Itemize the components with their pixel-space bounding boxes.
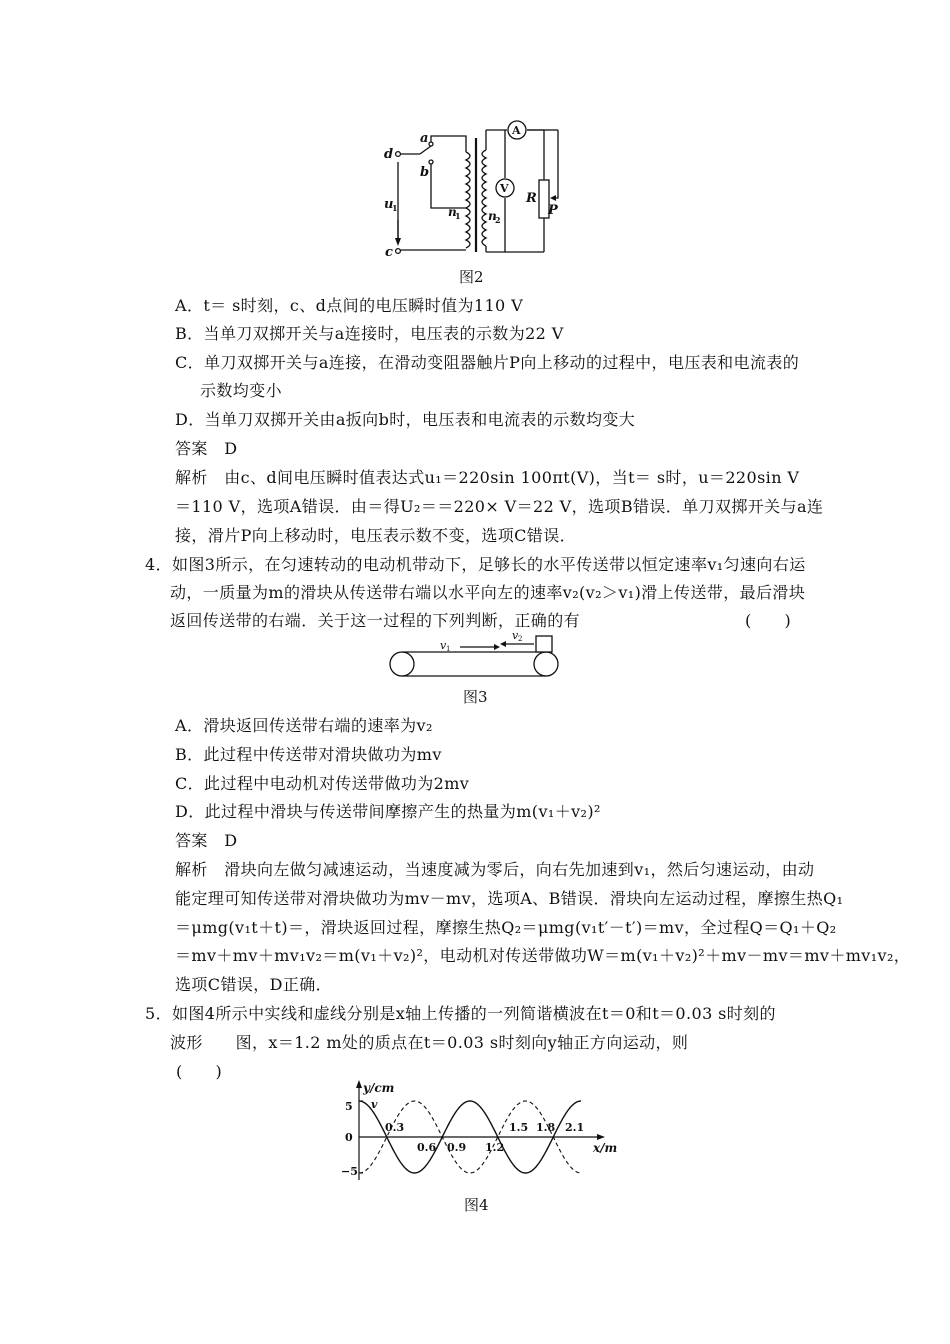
x-tick-label-1.5: 1.5 <box>509 1121 529 1134</box>
q3-analysis-line-1: 解析 由c、d间电压瞬时值表达式u₁＝220sin 100πt(V)，当t＝ s时，u＝220sin V <box>175 468 800 487</box>
q5-answer-bracket: ( ) <box>176 1062 223 1081</box>
label-c: c <box>385 245 393 260</box>
q4-stem-line-1: 4．如图3所示，在匀速转动的电动机带动下，足够长的水平传送带以恒定速率v₁匀速向右运 <box>145 555 806 574</box>
q5-stem-line-1: 5．如图4所示中实线和虚线分别是x轴上传播的一列简谐横波在t＝0和t＝0.03 s时刻的 <box>145 1004 776 1023</box>
fig3-label-v1-sub: 1 <box>446 645 451 653</box>
figure-4-wave-chart <box>335 1080 625 1190</box>
y-tick-label-neg5: −5 <box>341 1165 358 1178</box>
label-b: b <box>420 165 430 180</box>
q3-option-c: C．单刀双掷开关与a连接，在滑动变阻器触片P向上移动的过程中，电压表和电流表的 <box>175 353 800 372</box>
fig3-label-v1: v <box>440 639 447 652</box>
q3-option-c-cont: 示数均变小 <box>200 381 283 400</box>
q4-stem-line-2: 动，一质量为m的滑块从传送带右端以水平向左的速率v₂(v₂＞v₁)滑上传送带，最后滑块 <box>170 583 806 602</box>
label-u1-sub: 1 <box>392 203 398 213</box>
x-tick-label-0.9: 0.9 <box>447 1141 467 1154</box>
label-n1-sub: 1 <box>455 211 461 221</box>
q3-option-d: D．当单刀双掷开关由a扳向b时，电压表和电流表的示数均变大 <box>175 410 636 429</box>
figure-3-conveyor <box>388 630 563 682</box>
q3-analysis-line-3: 接，滑片P向上移动时，电压表示数不变，选项C错误． <box>175 526 577 545</box>
q4-option-c: C．此过程中电动机对传送带做功为2mv <box>175 774 470 793</box>
q4-answer-bracket: ( ) <box>745 611 792 630</box>
x-tick-label-2.1: 2.1 <box>565 1121 585 1134</box>
x-tick-label-1.2: 1.2 <box>485 1141 505 1154</box>
q4-option-b: B．此过程中传送带对滑块做功为mv <box>175 745 442 764</box>
q4-stem-line-3: 返回传送带的右端．关于这一过程的下列判断，正确的有 <box>170 611 581 630</box>
x-tick-label-1.8: 1.8 <box>536 1121 556 1134</box>
fig3-label-v2-sub: 2 <box>518 635 523 643</box>
q4-option-d: D．此过程中滑块与传送带间摩擦产生的热量为m(v₁＋v₂)² <box>175 802 601 821</box>
label-n2: n <box>488 209 497 223</box>
q3-option-b: B．当单刀双掷开关与a连接时，电压表的示数为22 V <box>175 324 564 343</box>
figure-3-caption: 图3 <box>463 688 488 706</box>
q3-option-a: A．t＝ s时刻，c、d点间的电压瞬时值为110 V <box>175 296 524 315</box>
x-axis-label: x/m <box>593 1141 618 1155</box>
label-u1: u <box>384 197 394 212</box>
y-tick-label-5: 5 <box>345 1100 353 1113</box>
figure-2-caption: 图2 <box>459 268 484 286</box>
q4-option-a: A．滑块返回传送带右端的速率为v₂ <box>175 716 433 735</box>
x-tick-label-0.6: 0.6 <box>417 1141 437 1154</box>
q4-analysis-line-4: ＝mv＋mv＋mv₁v₂＝m(v₁＋v₂)²，电动机对传送带做功W＝m(v₁＋v₂)²＋mv－mv＝mv＋mv₁v₂， <box>175 946 911 965</box>
y-axis-label: y/cm <box>363 1081 395 1095</box>
q3-analysis-line-2: ＝110 V，选项A错误．由＝得U₂＝＝220× V＝22 V，选项B错误．单刀双掷开关与a连 <box>175 497 824 516</box>
y-axis-arrow <box>356 1080 362 1088</box>
label-P: P <box>548 203 558 218</box>
q4-answer: 答案 D <box>175 831 238 850</box>
label-voltmeter: V <box>500 182 509 195</box>
q4-analysis-line-5: 选项C错误，D正确． <box>175 975 333 994</box>
label-a: a <box>420 131 429 146</box>
q4-analysis-line-3: ＝μmg(v₁t＋t)＝，滑块返回过程，摩擦生热Q₂＝μmg(v₁t′－t′)＝mv，全过程Q＝Q₁＋Q₂ <box>175 918 837 937</box>
y-tick-label-0: 0 <box>345 1131 353 1144</box>
label-n2-sub: 2 <box>495 215 501 225</box>
fig3-label-v2: v <box>512 629 519 642</box>
velocity-label: v <box>371 1098 378 1111</box>
x-axis-arrow <box>597 1134 605 1140</box>
q5-stem-line-2: 波形 图，x＝1.2 m处的质点在t＝0.03 s时刻向y轴正方向运动，则 <box>170 1033 689 1052</box>
label-d: d <box>384 147 394 162</box>
figure-4-caption: 图4 <box>464 1196 489 1214</box>
x-tick-label-0.3: 0.3 <box>385 1121 405 1134</box>
q4-analysis-line-1: 解析 滑块向左做匀减速运动，当速度减为零后，向右先加速到v₁，然后匀速运动，由动 <box>175 860 815 879</box>
label-R: R <box>526 191 537 206</box>
label-ammeter: A <box>512 124 521 137</box>
q4-analysis-line-2: 能定理可知传送带对滑块做功为mv－mv，选项A、B错误．滑块向左运动过程，摩擦生热Q₁ <box>175 889 844 908</box>
q3-answer: 答案 D <box>175 439 238 458</box>
figure-2-circuit <box>380 120 580 260</box>
label-n1: n <box>448 205 457 219</box>
